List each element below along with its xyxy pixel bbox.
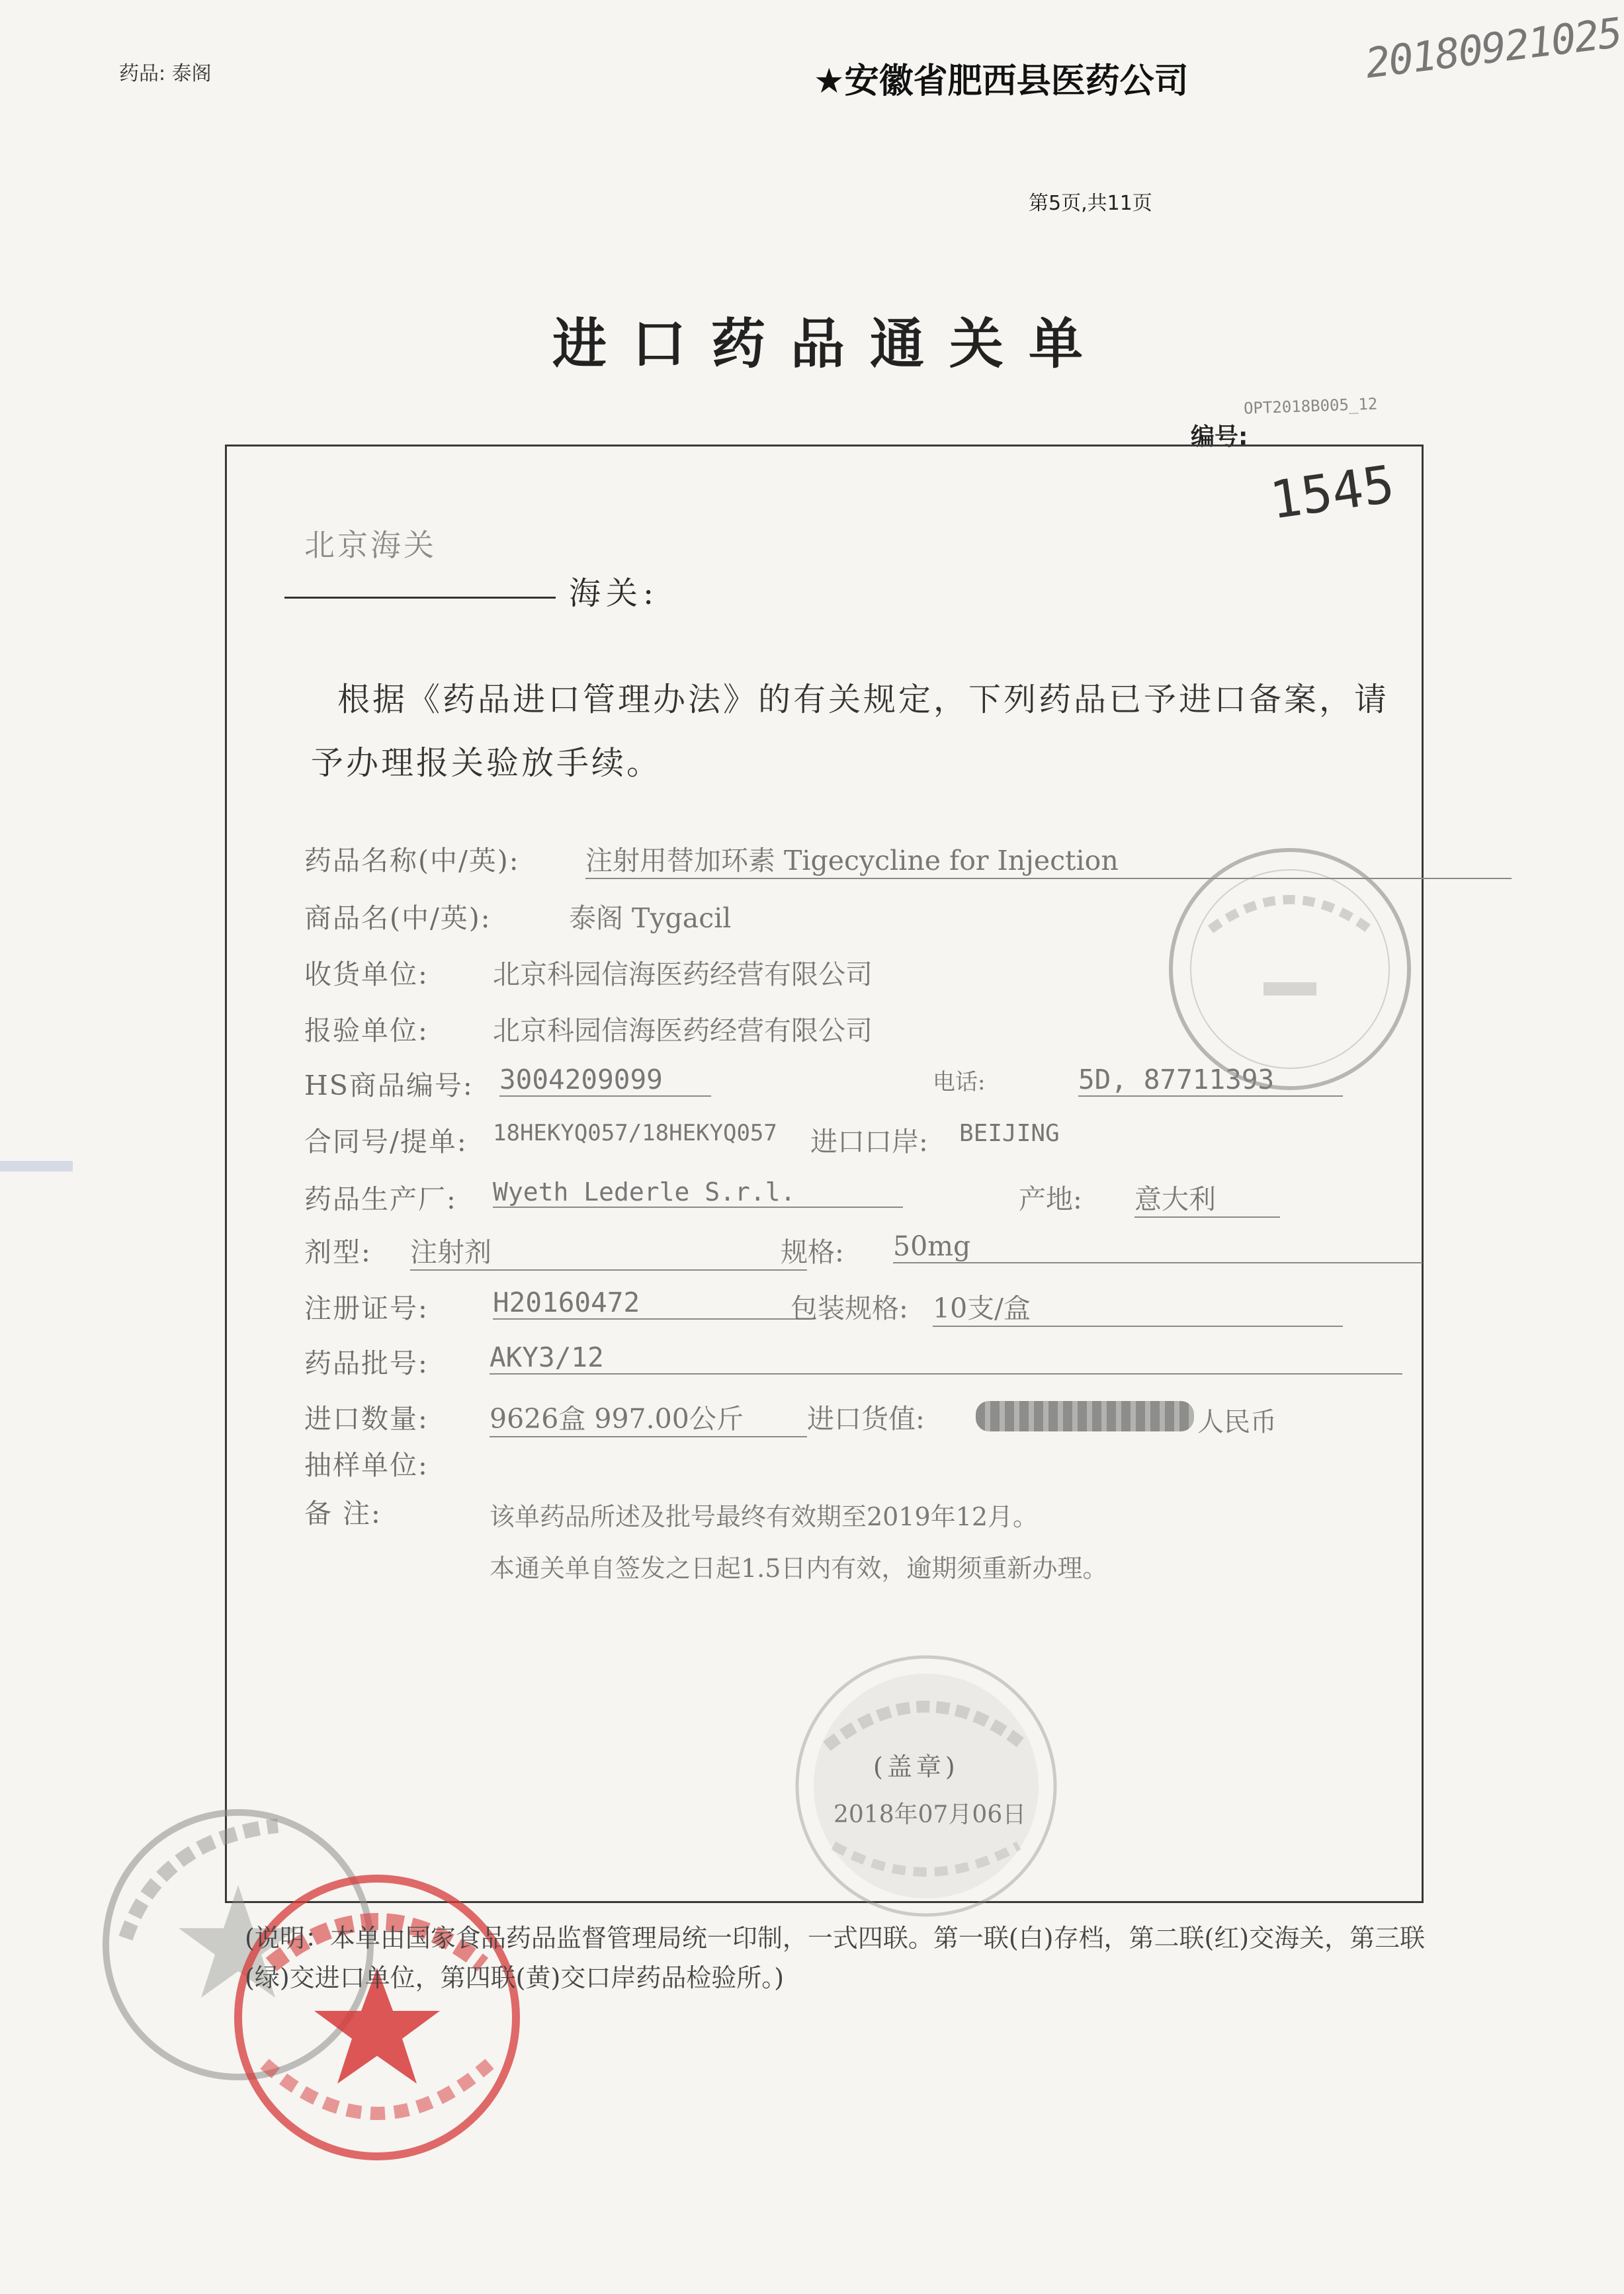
value-drug-name: 注射用替加环素 Tigecycline for Injection	[585, 839, 1512, 879]
label-reg-no: 注册证号:	[304, 1293, 429, 1324]
remark-line-1: 该单药品所述及批号最终有效期至2019年12月。	[490, 1502, 1039, 1531]
red-company-seal	[218, 1852, 536, 2183]
label-hs-code: HS商品编号:	[304, 1070, 474, 1101]
footnote: (说明：本单由国家食品药品监督管理局统一印制，一式四联。第一联(白)存档，第二联(红)交海关，第三联(绿)交进口单位，第四联(黄)交口岸药品检验所。)	[245, 1924, 1426, 1992]
label-strength: 规格:	[781, 1236, 844, 1268]
value-phone: 5D, 87711393	[1078, 1064, 1343, 1097]
value-batch: AKY3/12	[490, 1341, 1402, 1375]
remark-line-2: 本通关单自签发之日起1.5日内有效，逾期须重新办理。	[490, 1554, 1108, 1583]
label-quantity: 进口数量:	[304, 1403, 429, 1435]
label-consignee: 收货单位:	[304, 958, 429, 990]
grey-round-seal	[1151, 830, 1429, 1108]
label-remarks: 备 注:	[304, 1498, 382, 1529]
label-trade-name: 商品名(中/英):	[304, 902, 491, 934]
label-declarant: 报验单位:	[304, 1015, 429, 1046]
scan-artifact	[0, 1161, 73, 1171]
intro-paragraph: 根据《药品进口管理办法》的有关规定，下列药品已予进口备案，请予办理报关验放手续。	[311, 681, 1390, 782]
label-batch: 药品批号:	[304, 1347, 429, 1379]
page-number: 第5页,共11页	[1029, 192, 1152, 215]
value-hs-code: 3004209099	[499, 1064, 711, 1097]
number-label: 编号:	[1191, 423, 1248, 450]
label-contract: 合同号/提单:	[304, 1126, 468, 1158]
label-phone: 电话:	[933, 1069, 986, 1095]
value-port: BEIJING	[959, 1120, 1060, 1147]
seal-label: (盖章)	[873, 1752, 959, 1781]
value-dosage: 注射剂	[410, 1230, 807, 1271]
label-dosage: 剂型:	[304, 1236, 372, 1268]
value-declarant: 北京科园信海医药经营有限公司	[493, 1015, 873, 1046]
drug-tag: 药品: 泰阁	[119, 62, 212, 85]
value-contract: 18HEKYQ057/18HEKYQ057	[493, 1120, 777, 1146]
label-package: 包装规格:	[791, 1293, 908, 1324]
label-drug-name: 药品名称(中/英):	[304, 845, 520, 876]
serial-number: OPT2018B005_12	[1243, 394, 1378, 418]
redacted-value	[976, 1401, 1194, 1431]
value-strength: 50mg	[893, 1230, 1422, 1263]
customs-underline	[284, 597, 556, 599]
label-value: 进口货值:	[807, 1403, 925, 1435]
handwritten-date: 20180921025	[1363, 8, 1624, 88]
label-origin: 产地:	[1019, 1183, 1082, 1215]
seal-date: 2018年07月06日	[833, 1801, 1027, 1828]
value-reg-no: H20160472	[493, 1287, 810, 1320]
label-port: 进口口岸:	[810, 1126, 928, 1158]
value-quantity: 9626盒 997.00公斤	[490, 1397, 807, 1437]
handwritten-number: 1545	[1266, 454, 1398, 531]
label-manufacturer: 药品生产厂:	[304, 1183, 457, 1215]
company-name: ★安徽省肥西县医药公司	[814, 62, 1189, 101]
document-title: 进口药品通关单	[552, 312, 1109, 376]
value-package: 10支/盒	[933, 1287, 1343, 1327]
value-trade-name: 泰阁 Tygacil	[569, 902, 732, 934]
value-origin: 意大利	[1134, 1177, 1280, 1218]
value-currency: 人民币	[1197, 1407, 1277, 1437]
customs-suffix: 海关:	[569, 575, 660, 612]
customs-name: 北京海关	[304, 527, 437, 563]
label-sampling: 抽样单位:	[304, 1449, 429, 1481]
value-manufacturer: Wyeth Lederle S.r.l.	[493, 1177, 903, 1208]
issue-seal	[754, 1647, 1098, 1925]
value-consignee: 北京科园信海医药经营有限公司	[493, 958, 873, 990]
